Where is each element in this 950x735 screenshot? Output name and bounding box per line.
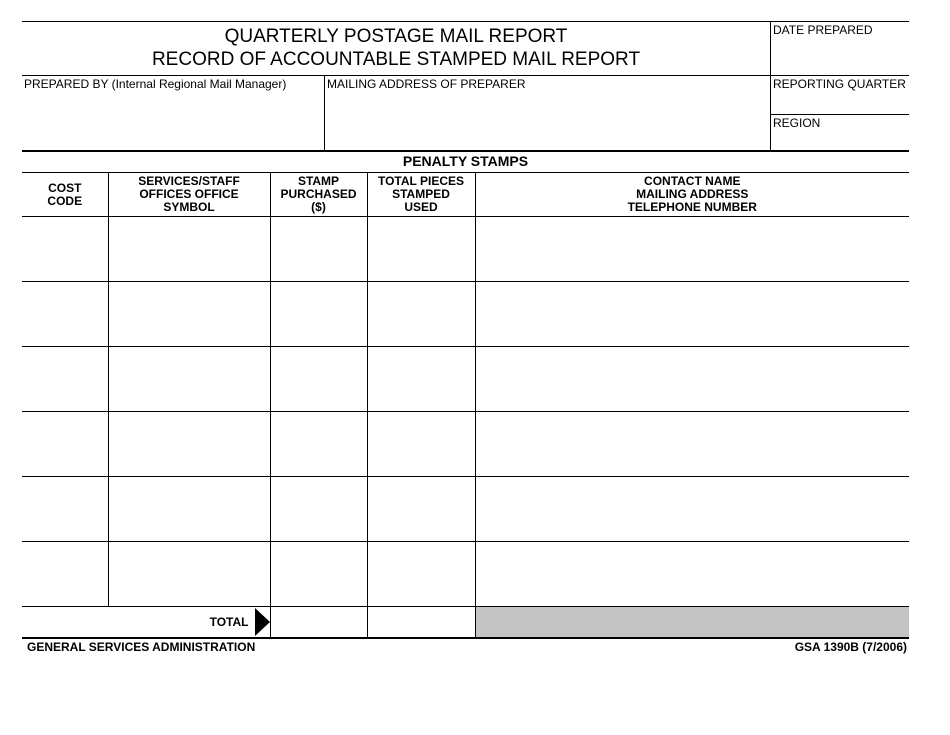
preparer-info: [22, 75, 909, 152]
agency-name: GENERAL SERVICES ADMINISTRATION: [27, 640, 256, 654]
contact-cell[interactable]: [475, 217, 909, 282]
cost-code-cell[interactable]: [22, 347, 108, 412]
col-header-cost-code: [22, 173, 108, 217]
stamp-purchased-cell[interactable]: [270, 477, 367, 542]
table-row: [22, 477, 909, 542]
services-cell[interactable]: [108, 477, 270, 542]
cost-code-cell[interactable]: [22, 477, 108, 542]
col-header-stamp-purchased: [270, 173, 367, 217]
services-cell[interactable]: [108, 217, 270, 282]
header-line: USED: [404, 200, 438, 214]
region-label: REGION: [773, 116, 821, 130]
table-header-row: [22, 173, 909, 217]
date-prepared-label: DATE PREPARED: [773, 23, 873, 37]
form-title-line-2: RECORD OF ACCOUNTABLE STAMPED MAIL REPORT: [151, 49, 641, 70]
header-line: TELEPHONE NUMBER: [627, 200, 757, 214]
form-title: [22, 22, 770, 75]
services-cell[interactable]: [108, 282, 270, 347]
mailing-address-field[interactable]: [324, 76, 771, 152]
penalty-stamps-table: [22, 172, 909, 639]
mailing-address-label: MAILING ADDRESS OF PREPARER: [327, 77, 526, 91]
table-row: [22, 347, 909, 412]
header-line: STAMPED: [392, 187, 450, 201]
cost-code-cell[interactable]: [22, 282, 108, 347]
contact-cell[interactable]: [475, 282, 909, 347]
header-line: CONTACT NAME: [644, 174, 741, 188]
total-pieces-cell[interactable]: [367, 282, 475, 347]
header-line: SYMBOL: [163, 200, 215, 214]
cost-code-cell[interactable]: [22, 542, 108, 607]
col-header-services: [108, 173, 270, 217]
arrow-right-icon: [255, 608, 270, 636]
total-label: TOTAL: [209, 615, 249, 629]
table-row: [22, 542, 909, 607]
stamp-purchased-cell[interactable]: [270, 542, 367, 607]
table-row: [22, 217, 909, 282]
cost-code-cell[interactable]: [22, 412, 108, 477]
cost-code-cell[interactable]: [22, 217, 108, 282]
reporting-quarter-field[interactable]: [770, 76, 910, 114]
header-line: COST: [48, 180, 82, 195]
header-line: ($): [311, 200, 326, 214]
services-cell[interactable]: [108, 412, 270, 477]
total-row: [22, 607, 909, 639]
total-pieces-cell[interactable]: [367, 217, 475, 282]
region-field[interactable]: [770, 114, 909, 152]
total-pieces-cell[interactable]: [367, 542, 475, 607]
col-header-total-pieces: [367, 173, 475, 217]
header-line: STAMP: [297, 174, 340, 188]
stamp-purchased-cell[interactable]: [270, 347, 367, 412]
header-line: MAILING ADDRESS: [636, 187, 749, 201]
header-line: SERVICES/STAFF: [138, 174, 240, 188]
total-stamp-purchased-cell[interactable]: [270, 607, 367, 639]
col-header-contact: [475, 173, 909, 217]
total-pieces-cell[interactable]: [367, 347, 475, 412]
services-cell[interactable]: [108, 542, 270, 607]
header-line: TOTAL PIECES: [377, 174, 464, 188]
stamp-purchased-cell[interactable]: [270, 217, 367, 282]
section-divider: [22, 150, 909, 152]
stamp-purchased-cell[interactable]: [270, 282, 367, 347]
section-title: PENALTY STAMPS: [402, 153, 529, 169]
header-line: PURCHASED: [280, 187, 357, 201]
services-cell[interactable]: [108, 347, 270, 412]
form-title-line-1: QUARTERLY POSTAGE MAIL REPORT: [224, 26, 568, 47]
prepared-by-field[interactable]: [22, 76, 324, 152]
contact-cell[interactable]: [475, 347, 909, 412]
table-row: [22, 282, 909, 347]
header-line: OFFICES OFFICE: [139, 187, 239, 201]
contact-cell[interactable]: [475, 477, 909, 542]
total-pieces-cell[interactable]: [367, 477, 475, 542]
total-pieces-cell[interactable]: [367, 412, 475, 477]
table-row: [22, 412, 909, 477]
prepared-by-label: PREPARED BY (Internal Regional Mail Manager): [24, 77, 287, 91]
form-number: GSA 1390B (7/2006): [794, 640, 907, 654]
stamp-purchased-cell[interactable]: [270, 412, 367, 477]
form-header: [22, 21, 909, 75]
total-pieces-total-cell[interactable]: [367, 607, 475, 639]
date-prepared-field[interactable]: [770, 22, 910, 75]
header-line: CODE: [47, 193, 83, 208]
contact-cell[interactable]: [475, 412, 909, 477]
total-label-cell: [22, 607, 270, 639]
shaded-cell: [475, 607, 909, 639]
reporting-quarter-label: REPORTING QUARTER: [773, 77, 906, 91]
contact-cell[interactable]: [475, 542, 909, 607]
